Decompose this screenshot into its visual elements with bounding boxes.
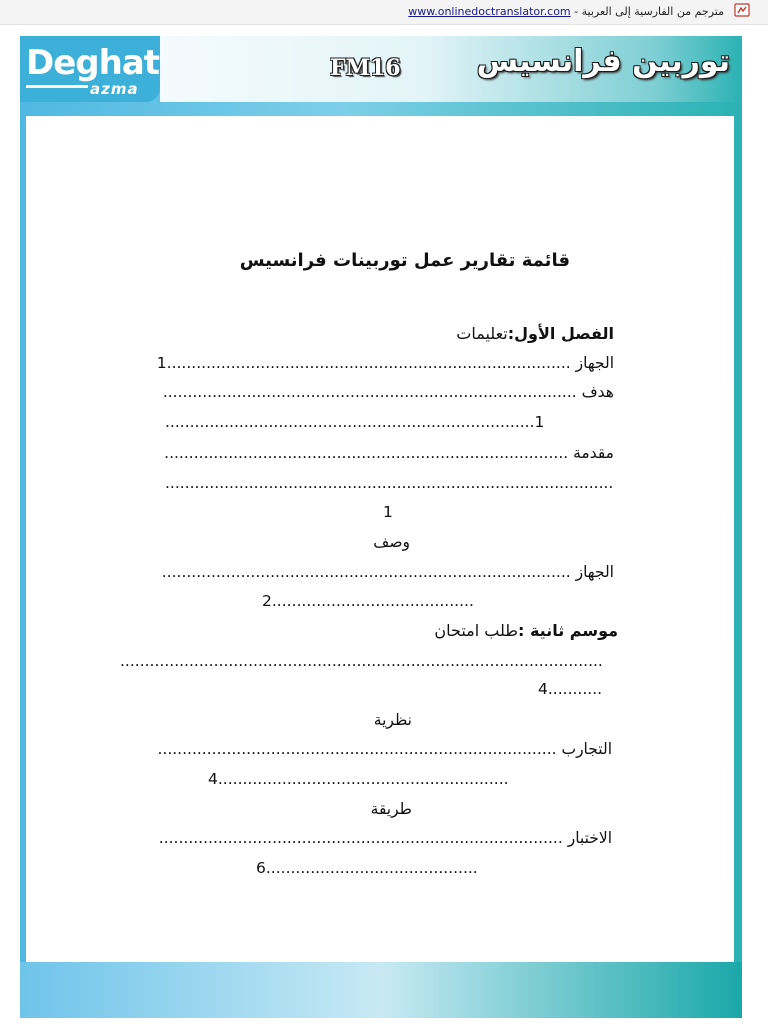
toc-line-1-word: الجهاز [575,354,614,372]
toc-line-12: نظرية [373,711,412,729]
logo-sub-text: azma [90,80,139,98]
toc-line-10: .................................................................................................. [120,652,603,670]
chapter-2-label: موسم ثانية : [517,621,618,640]
document-title: قائمة تقارير عمل توربينات فرانسيس [239,250,570,271]
toc-line-16: الاختبار .................................................................................. [158,829,612,847]
chapter-1-heading [456,324,614,343]
toc-line-9: 2......................................... [262,592,474,610]
translation-text: مترجم من الفارسية إلى العربية [581,5,724,18]
toc-line-2: هدف .................................................................................... [162,383,614,401]
translator-link[interactable]: www.onlinedoctranslator.com [408,5,571,18]
translation-caption [408,5,724,18]
logo-main-text: Deghat [26,43,160,83]
toc-line-7: وصف [373,533,410,551]
model-code: FM16 [330,55,401,81]
chapter-1-label: الفصل الأول: [507,324,614,343]
toc-line-1-dots: .................................................................................. [166,354,576,372]
header-title: توربين فرانسيس [476,44,730,79]
toc-line-13: التجارب ................................................................................. [157,740,612,758]
translation-separator: - [570,5,582,18]
chapter-1-title: تعليمات [456,324,508,343]
toc-line-1-number: 1 [156,354,167,372]
toc-line-3: ...........................................................................1 [165,413,545,431]
toc-line-8: الجهاز ................................................................................... [161,563,614,581]
toc-line-17: 6........................................... [256,859,478,877]
toc-line-5: ........................................................................................... [165,474,614,492]
toc-line-15: طريقة [370,800,412,818]
toc-line-14: 4........................................................... [208,770,509,788]
page-frame-footer [20,962,742,1018]
chapter-2-heading [434,621,618,640]
logo [20,36,160,102]
pdf-icon[interactable] [734,3,750,17]
toc-line-1 [157,354,614,372]
toc-line-4: مقدمة .................................................................................. [164,444,614,462]
chapter-2-title: طلب امتحان [434,621,518,640]
logo-rule [26,85,88,88]
toc-line-6: 1 [383,503,393,521]
translation-banner [0,0,768,25]
toc-line-11: 4........... [538,680,603,698]
